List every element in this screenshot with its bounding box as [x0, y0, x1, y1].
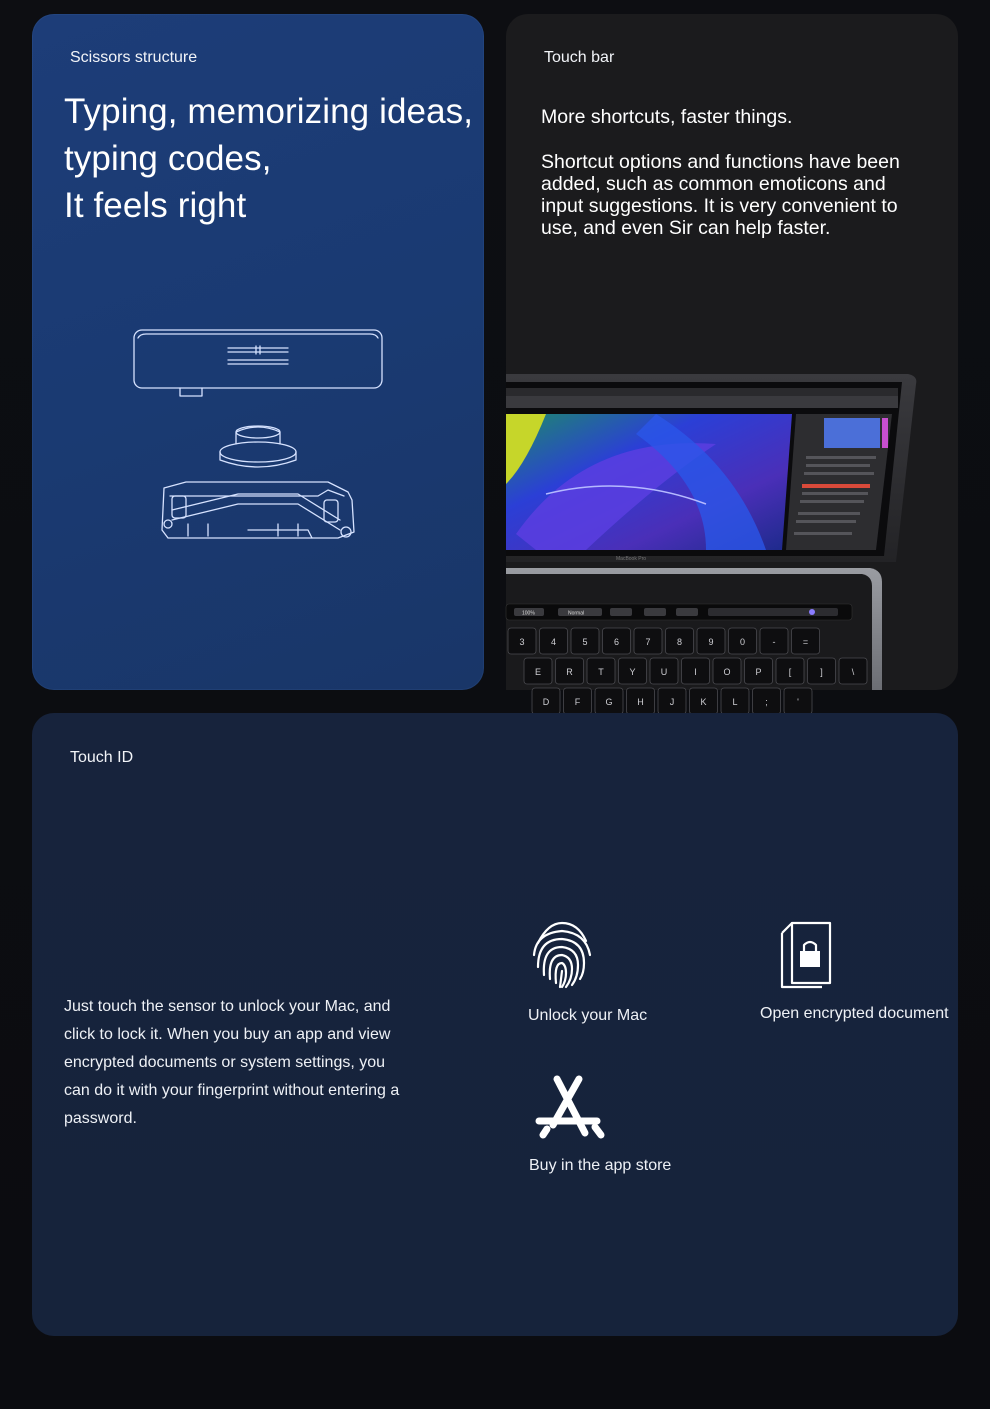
keyboard-key-label: K	[700, 697, 707, 707]
keyboard-key-label: H	[637, 697, 644, 707]
keyboard-key-label: 5	[582, 637, 588, 647]
app-store-icon	[531, 1073, 671, 1143]
touchbar-chip-normal: Normal	[568, 610, 585, 617]
keyboard-key-label: L	[732, 697, 738, 707]
keyboard-key-label: I	[694, 667, 697, 677]
feature-buy-app-store	[529, 1073, 671, 1175]
keyboard-key-label: [	[788, 667, 792, 677]
keyboard-keys	[508, 628, 867, 714]
keyboard-key-label: -	[772, 637, 776, 647]
scissors-headline	[64, 88, 473, 229]
keyboard-key-label: 8	[676, 637, 683, 647]
keyboard-key-label: ]	[820, 667, 823, 677]
laptop-brand-text: MacBook Pro	[616, 556, 647, 562]
keyboard-key-label: U	[660, 667, 668, 677]
headline-line-3: It feels right	[64, 186, 247, 225]
touchbar-lead: More shortcuts, faster things.	[541, 106, 793, 128]
keyboard-key-label: D	[542, 697, 550, 707]
buy-app-store-label: Buy in the app store	[529, 1157, 672, 1174]
keyboard-key-label: R	[566, 667, 573, 677]
unlock-mac-label: Unlock your Mac	[528, 1007, 648, 1024]
keyboard-key-label: 0	[739, 637, 746, 647]
keyboard-key-label: 4	[550, 637, 557, 647]
touchid-body: Just touch the sensor to unlock your Mac, and click to lock it. When you buy an app and view encrypted documents or system settings, you can do it with your fingerprint without entering a password.	[64, 998, 400, 1127]
keyboard-key-label: 9	[708, 637, 714, 647]
keyboard-key-label: =	[802, 637, 809, 647]
keyboard-key-label: J	[669, 697, 675, 707]
macbook-touchbar-photo	[506, 374, 958, 707]
keyboard-key-label: '	[797, 697, 799, 707]
keyboard-key-label: ;	[765, 697, 768, 707]
keyboard-key-label: F	[574, 697, 581, 707]
headline-line-2: typing codes,	[64, 139, 272, 178]
scissors-eyebrow: Scissors structure	[70, 49, 198, 66]
keyboard-key-label: O	[723, 667, 731, 677]
touchbar-chip-zoom: 100%	[522, 610, 535, 617]
keyboard-key-label: E	[534, 667, 542, 677]
fingerprint-icon	[528, 919, 647, 989]
keyboard-key-label: \	[851, 667, 855, 677]
open-encrypted-document-label: Open encrypted document	[760, 1005, 949, 1022]
keyboard-key-label: P	[755, 667, 762, 677]
touch-id-card	[32, 713, 958, 1336]
scissors-structure-card	[32, 14, 484, 690]
touchid-eyebrow: Touch ID	[70, 749, 134, 766]
touchbar-body: Shortcut options and functions have been added, such as common emoticons and input suggestions. It is very convenient to use, and even Sir can help faster.	[541, 151, 900, 239]
keyboard-key-label: T	[598, 667, 604, 677]
keyboard-key-label: 3	[519, 637, 525, 647]
keyboard-key-label: G	[605, 697, 613, 707]
scissor-switch-exploded-icon	[128, 324, 388, 549]
touchbar-eyebrow: Touch bar	[544, 49, 615, 66]
headline-line-1: Typing, memorizing ideas,	[64, 92, 474, 131]
feature-unlock-mac	[528, 919, 647, 1025]
keyboard-key-label: 7	[645, 637, 651, 647]
feature-open-encrypted-document	[760, 921, 949, 1023]
keyboard-key-label: Y	[629, 667, 636, 677]
touch-bar-card	[506, 14, 958, 707]
keyboard-key-label: 6	[613, 637, 620, 647]
locked-document-icon	[778, 921, 949, 989]
